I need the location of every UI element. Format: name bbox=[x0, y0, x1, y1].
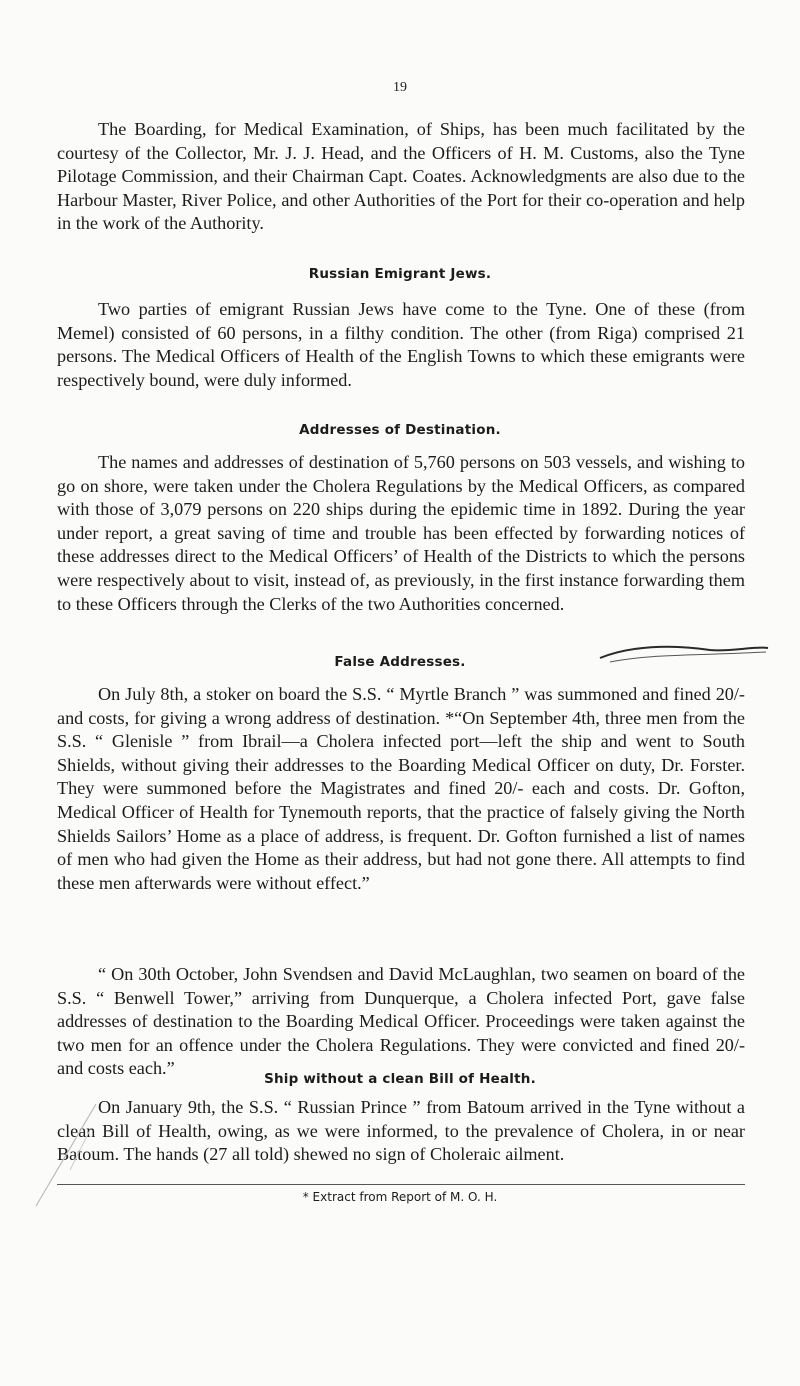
paragraph-boarding bbox=[57, 118, 745, 236]
paragraph-text: Two parties of emigrant Russian Jews have come to the Tyne. One of these (from Memel) consisted of 60 persons, in a filthy condition. The other (from Riga) comprised 21 persons. The Medical Officers of Health of the English Towns to which these emigrants were respectively bound, were duly informed. bbox=[57, 299, 745, 390]
heading-ship-without-clean-bill: Ship without a clean Bill of Health. bbox=[264, 1071, 536, 1087]
heading-addresses-of-destination: Addresses of Destination. bbox=[299, 422, 501, 438]
paragraph-text: “ On 30th October, John Svendsen and David McLaughlan, two seamen on board of the S.S. “ Benwell Tower,” arriving from Dunquerque, a Cholera infected Port, gave false addresses of destination to the Boarding Medical Officer. Proceedings were taken against the two men for an offence under the Cholera Regulations. They were convicted and fined 20/- and costs each.” bbox=[57, 964, 745, 1079]
heading-false-addresses: False Addresses. bbox=[334, 654, 466, 670]
heading-russian-emigrant-jews: Russian Emigrant Jews. bbox=[308, 266, 492, 282]
page-number: 19 bbox=[393, 80, 407, 95]
paragraph-russian-emigrants bbox=[57, 298, 745, 392]
paragraph-text: On July 8th, a stoker on board the S.S. “ Myrtle Branch ” was summoned and fined 20/- and costs, for giving a wrong address of destination. *“On September 4th, three men from the S.S. “ Glenisle ” from Ibrail—a Cholera infected port—left the ship and went to South Shields, without giving their addresses to the Boarding Medical Officer on duty, Dr. Forster. They were summoned before the Magistrates and fined 20/- each and costs. Dr. Gofton, Medical Officer of Health for Tynemouth reports, that the practice of falsely giving the North Shields Sailors’ Home as a place of address, is frequent. Dr. Gofton furnished a list of names of men who had given the Home as their address, but had not gone there. All attempts to find these men afterwards were without effect.” bbox=[57, 684, 745, 893]
footnote-divider bbox=[57, 1184, 745, 1185]
footnote: * Extract from Report of M. O. H. bbox=[302, 1190, 498, 1204]
paragraph-text: The names and addresses of destination of 5,760 persons on 503 vessels, and wishing to go on shore, were taken under the Cholera Regulations by the Medical Officers, as compared with those of 3,079 persons on 220 ships during the epidemic time in 1892. During the year under report, a great saving of time and trouble has been effected by forwarding notices of these addresses direct to the Medical Officers’ of Health of the Districts to which the persons were respectively about to visit, instead of, as previously, in the first instance forwarding them to these Officers through the Clerks of the two Authorities concerned. bbox=[57, 452, 745, 614]
paragraph-text: On January 9th, the S.S. “ Russian Prince ” from Batoum arrived in the Tyne without a clean Bill of Health, owing, as we were informed, to the prevalence of Cholera, in or near Batoum. The hands (27 all told) shewed no sign of Choleraic ailment. bbox=[57, 1097, 745, 1165]
paragraph-benwell-tower bbox=[57, 963, 745, 1081]
paragraph-false-addresses bbox=[57, 683, 745, 895]
paragraph-addresses bbox=[57, 451, 745, 616]
paragraph-russian-prince bbox=[57, 1096, 745, 1167]
paragraph-text: The Boarding, for Medical Examination, of Ships, has been much facilitated by the courtesy of the Collector, Mr. J. J. Head, and the Officers of H. M. Customs, also the Tyne Pilotage Commission, and their Chairman Capt. Coates. Acknowledgments are also due to the Harbour Master, River Police, and other Authorities of the Port for their co-operation and help in the work of the Authority. bbox=[57, 119, 745, 234]
